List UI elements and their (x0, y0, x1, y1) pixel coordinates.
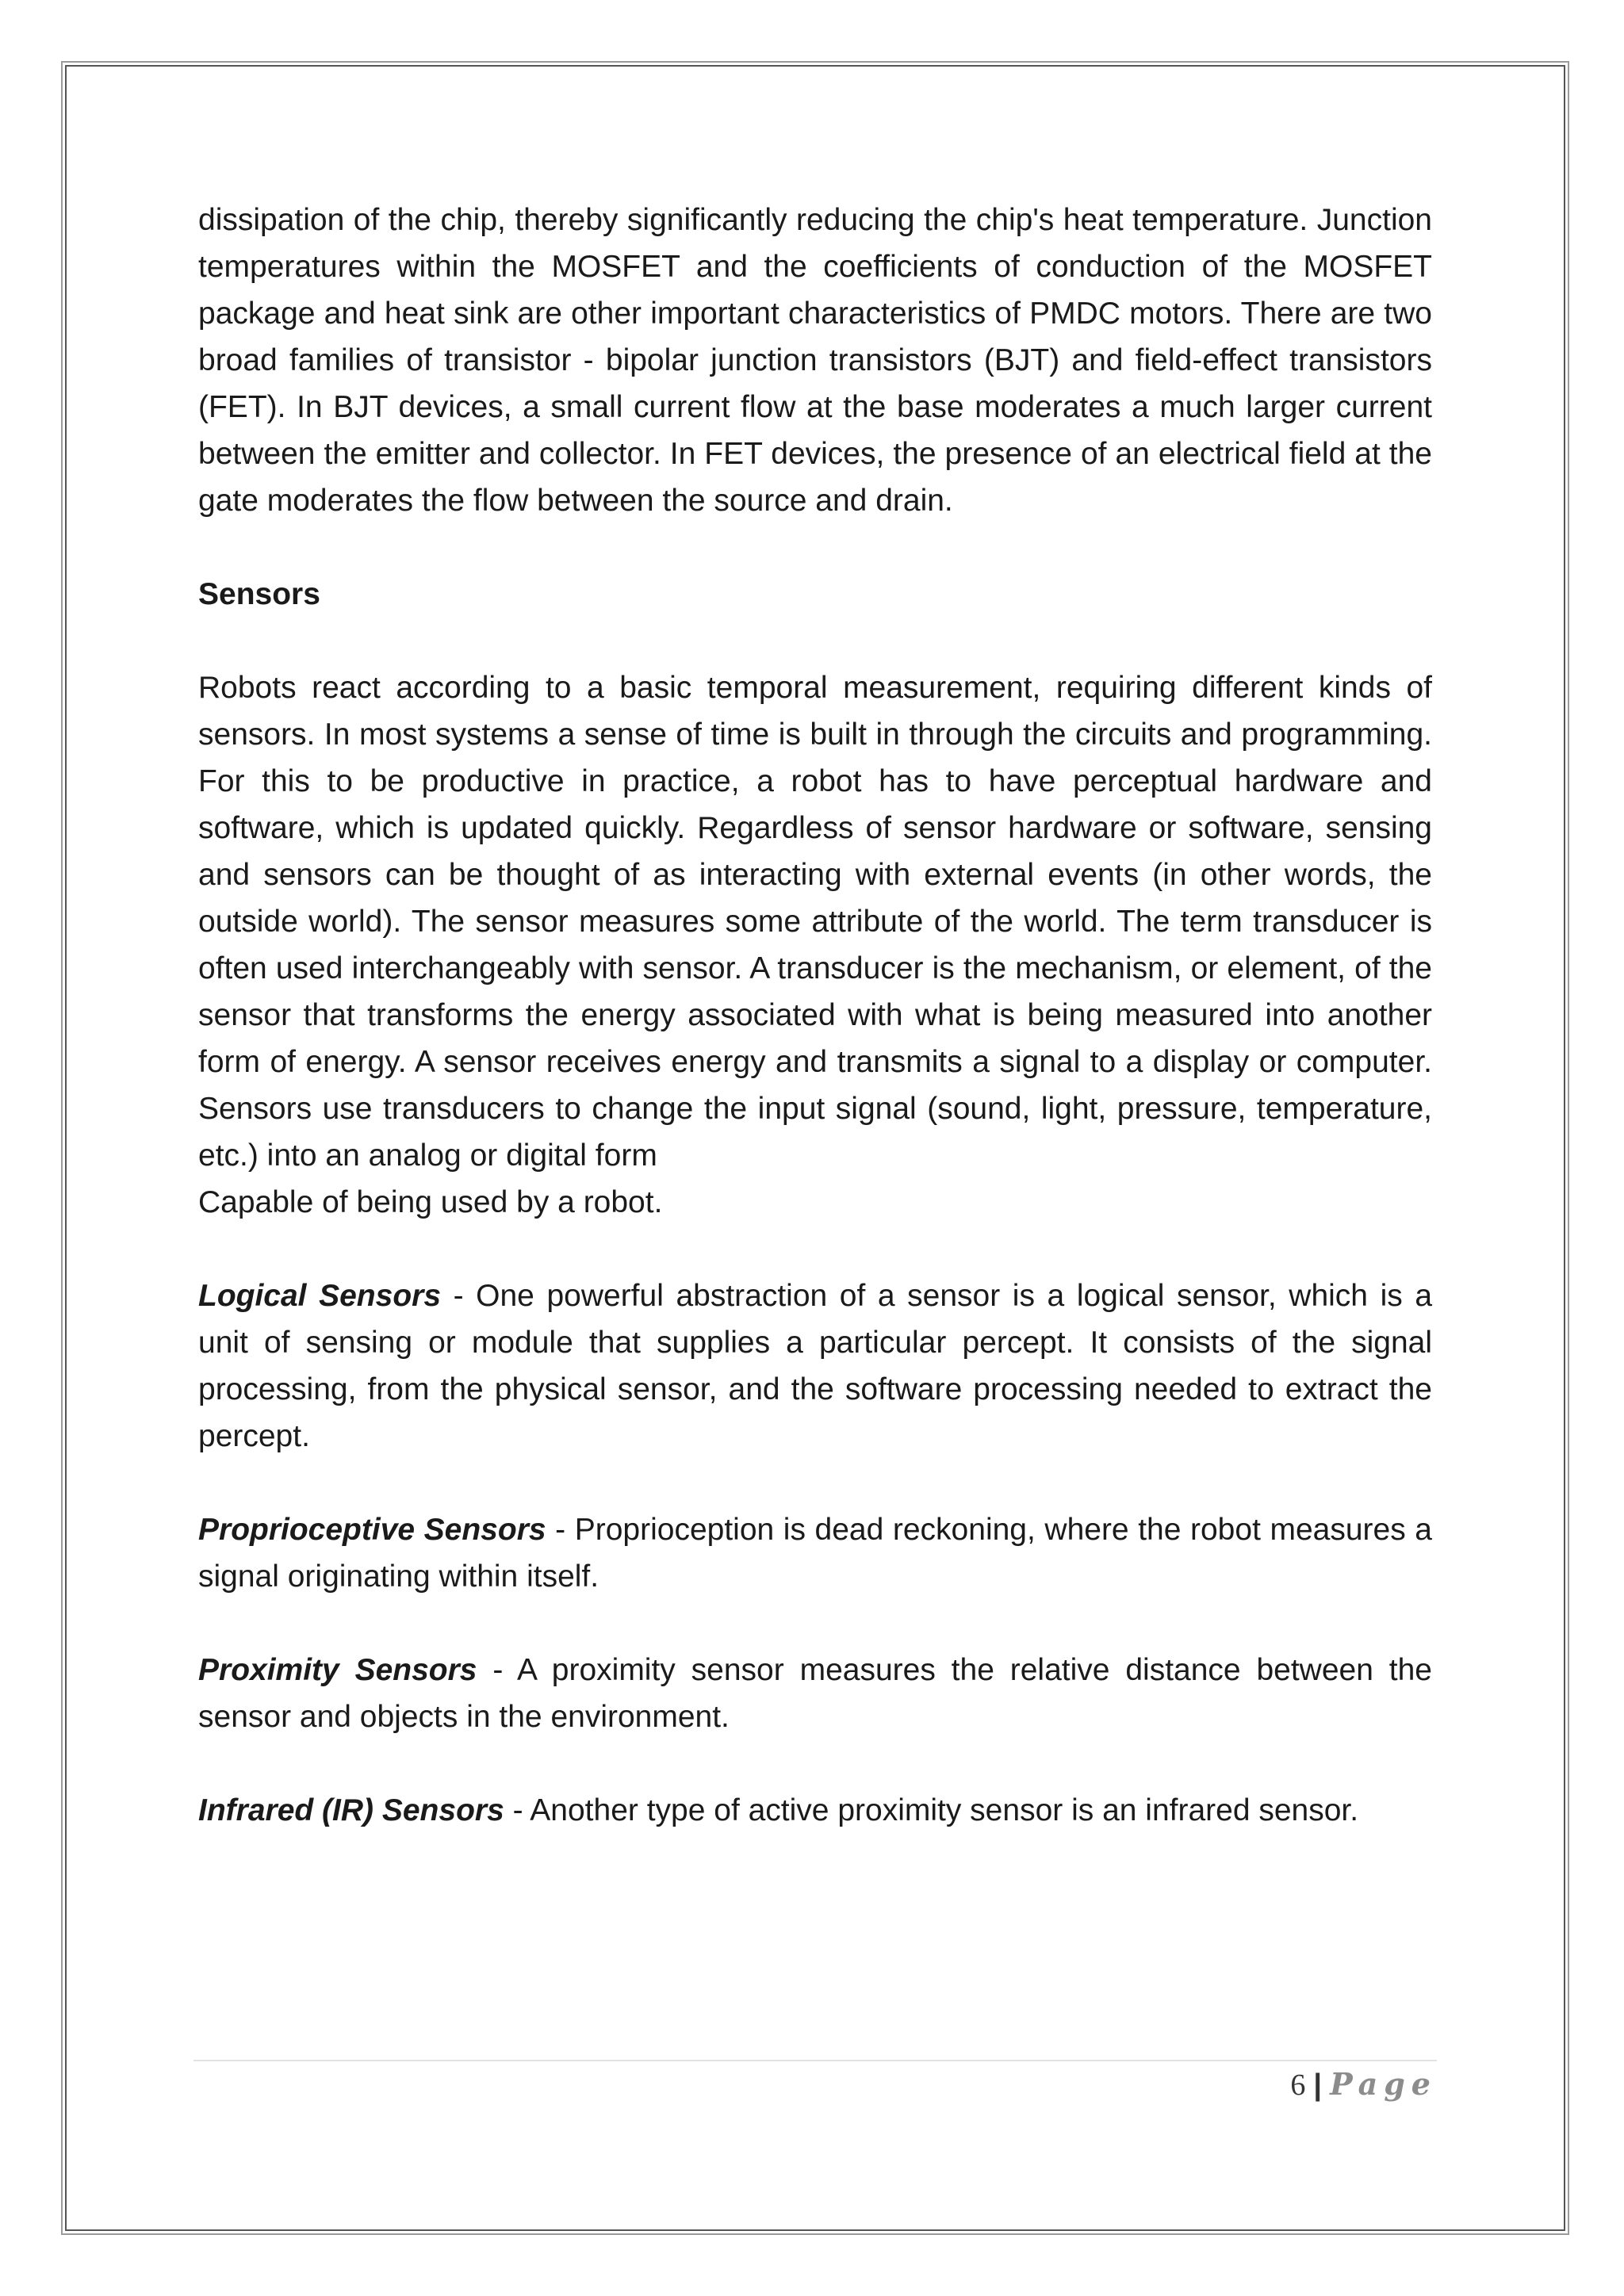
definition-term: Logical Sensors (198, 1279, 442, 1313)
sensors-paragraph-main: Robots react according to a basic temporal measurement, requiring different kinds of sensors. In most systems a sense of time is built in through the circuits and programming. For this to be productive in practice, a robot has to have perceptual hardware and software, which is updated quickly. Regardless of sensor hardware or software, sensing and sensors can be thought of as interacting with external events (in other words, the outside world). The sensor measures some attribute of the world. The term transducer is often used interchangeably with sensor. A transducer is the mechanism, or element, of the sensor that transforms the energy associated with what is being measured into another form of energy. A sensor receives energy and transmits a signal to a display or computer. Sensors use transducers to change the input signal (sound, light, pressure, temperature, etc.) into an analog or digital form (198, 671, 1432, 1173)
page-label: Page (1330, 2066, 1437, 2102)
footer-separator: | (1313, 2068, 1323, 2102)
paragraph-spacer (198, 618, 1432, 664)
section-heading-sensors: Sensors (198, 577, 320, 611)
sensors-paragraph-tail: Capable of being used by a robot. (198, 1185, 663, 1219)
paragraph-spacer (198, 1600, 1432, 1647)
paragraph-spacer (198, 1226, 1432, 1272)
definition-infrared-sensors (198, 1787, 1432, 1834)
paragraph-spacer (198, 524, 1432, 571)
intro-paragraph: dissipation of the chip, thereby significantly reducing the chip's heat temperature. Junction temperatures within the MOSFET and the coefficients of conduction of the MOSFET package and heat sink are other important characteristics of PMDC motors. There are two broad families of transistor - bipolar junction transistors (BJT) and field-effect transistors (FET). In BJT devices, a small current flow at the base moderates a much larger current between the emitter and collector. In FET devices, the presence of an electrical field at the gate moderates the flow between the source and drain. (198, 203, 1432, 518)
page-number: 6 (1290, 2068, 1306, 2102)
definition-term: Proprioceptive Sensors (198, 1513, 546, 1547)
definition-text: - One powerful abstraction of a sensor is a logical sensor, which is a unit of sensing or module that supplies a particular percept. It consists of the signal processing, from the physical sensor, and the software processing needed to extract the percept. (198, 1279, 1433, 1453)
footer-divider (193, 2060, 1437, 2061)
sensors-paragraph (198, 664, 1432, 1226)
definition-text: - A proximity sensor measures the relative distance between the sensor and objects in the environment. (198, 1653, 1432, 1734)
definition-term: Infrared (IR) Sensors (198, 1793, 504, 1827)
paragraph-spacer (198, 1740, 1432, 1787)
definition-logical-sensors (198, 1272, 1432, 1460)
page-body (198, 197, 1432, 1834)
paragraph-spacer (198, 1460, 1432, 1506)
definition-text: - Another type of active proximity sensor is an infrared sensor. (504, 1793, 1359, 1827)
definition-proximity-sensors (198, 1647, 1432, 1740)
definition-text: - Proprioception is dead reckoning, where the robot measures a signal originating within itself. (198, 1513, 1432, 1594)
definition-proprioceptive-sensors (198, 1506, 1432, 1600)
definition-term: Proximity Sensors (198, 1653, 477, 1687)
page-footer (1290, 2066, 1437, 2103)
